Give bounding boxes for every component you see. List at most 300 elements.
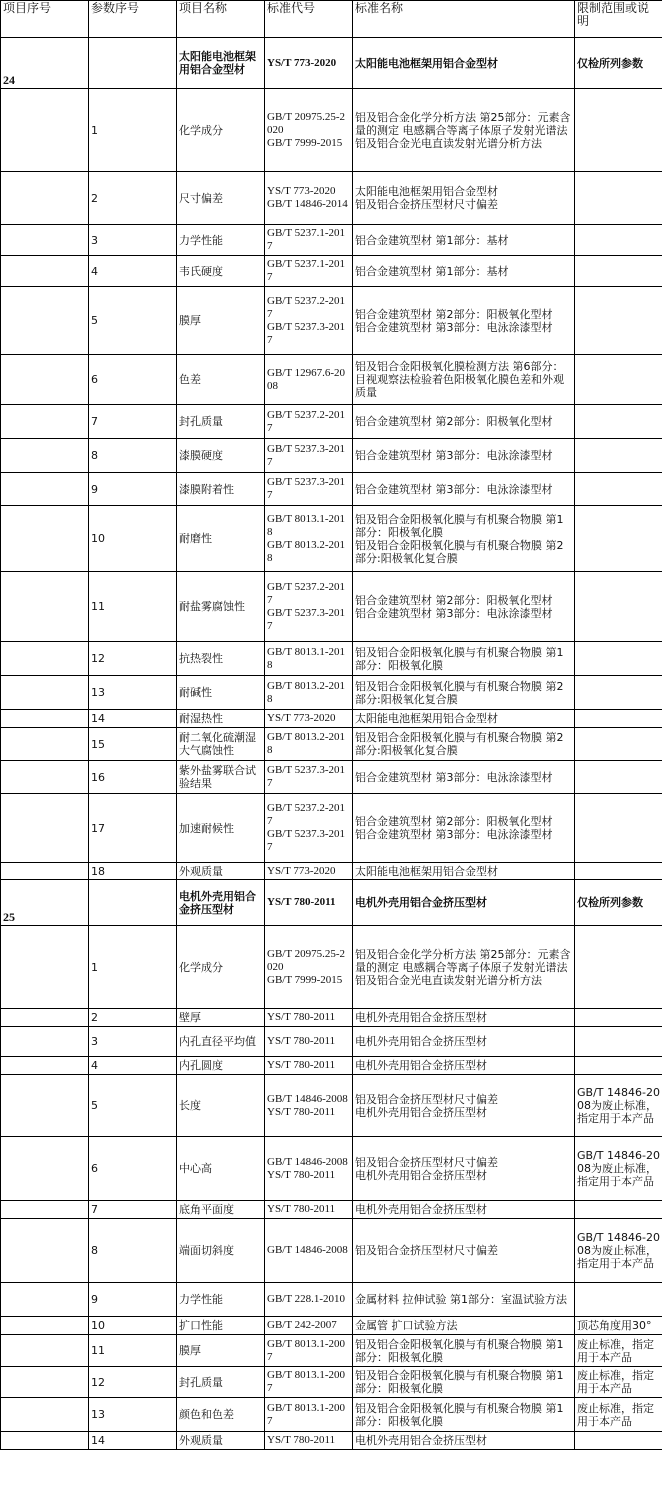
limit-cell: 顶芯角度用30° <box>575 1317 662 1335</box>
item-no-cell <box>1 572 89 642</box>
std-name: 太阳能电池框架用铝合金型材 <box>355 185 498 198</box>
std-code-cell <box>265 1027 353 1057</box>
param-no-cell: 4 <box>89 1057 177 1075</box>
std-name: 铝合金建筑型材 第3部分：电泳涂漆型材 <box>355 606 553 620</box>
std-code-cell <box>265 572 353 642</box>
std-name: 铝及铝合金光电直读发射光谱分析方法 <box>355 973 542 987</box>
table-row <box>1 172 662 225</box>
std-name-cell <box>353 225 575 256</box>
std-code: GB/T 5237.2-2017 <box>267 294 346 320</box>
std-name: 铝合金建筑型材 第2部分：阳极氧化型材 <box>355 815 553 828</box>
limit-cell <box>575 863 662 880</box>
std-name: 电机外壳用铝合金挤压型材 <box>355 1059 487 1072</box>
group-item-no: 25 <box>1 880 89 926</box>
std-code: GB/T 5237.3-2017 <box>267 828 346 853</box>
std-code-cell <box>265 473 353 506</box>
std-name-cell <box>353 506 575 572</box>
std-name: 电机外壳用铝合金挤压型材 <box>355 1203 487 1216</box>
std-name-cell <box>353 1367 575 1398</box>
item-no-cell <box>1 355 89 405</box>
param-name-cell: 耐湿热性 <box>177 710 265 728</box>
std-name-cell <box>353 439 575 473</box>
table-row <box>1 1219 662 1283</box>
std-name-cell <box>353 728 575 761</box>
param-name-cell: 封孔质量 <box>177 405 265 439</box>
std-code: GB/T 5237.3-2017 <box>267 606 346 632</box>
limit-cell <box>575 89 662 172</box>
limit-cell <box>575 1432 662 1450</box>
std-code: GB/T 14846-2008 <box>267 1244 348 1256</box>
table-row <box>1 1009 662 1027</box>
table-row <box>1 1398 662 1432</box>
table-row <box>1 506 662 572</box>
std-code-cell <box>265 405 353 439</box>
param-no-cell: 2 <box>89 1009 177 1027</box>
limit-cell <box>575 1201 662 1219</box>
std-code-cell <box>265 863 353 880</box>
std-code-cell <box>265 256 353 287</box>
limit-cell <box>575 439 662 473</box>
param-no-cell: 14 <box>89 1432 177 1450</box>
param-no-cell: 12 <box>89 642 177 676</box>
param-no-cell: 9 <box>89 1283 177 1317</box>
group-std-name: 太阳能电池框架用铝合金型材 <box>353 38 575 89</box>
param-name-cell: 漆膜硬度 <box>177 439 265 473</box>
table-row <box>1 89 662 172</box>
param-no-cell: 10 <box>89 1317 177 1335</box>
item-no-cell <box>1 642 89 676</box>
param-no-cell: 12 <box>89 1367 177 1398</box>
std-code-cell <box>265 1137 353 1201</box>
std-code-cell <box>265 1432 353 1450</box>
std-code: GB/T 5237.2-2017 <box>267 408 346 434</box>
std-name: 铝及铝合金阳极氧化膜与有机聚合物膜 第2部分:阳极氧化复合膜 <box>355 538 564 565</box>
param-no-cell: 14 <box>89 710 177 728</box>
group-std-code: YS/T 780-2011 <box>265 880 353 926</box>
std-name: 铝合金建筑型材 第1部分：基材 <box>355 233 509 247</box>
std-code-cell <box>265 355 353 405</box>
std-name-cell <box>353 1432 575 1450</box>
std-name: 铝及铝合金光电直读发射光谱分析方法 <box>355 136 542 150</box>
param-name-cell: 封孔质量 <box>177 1367 265 1398</box>
group-header-row <box>1 38 662 89</box>
std-name: 铝及铝合金阳极氧化膜与有机聚合物膜 第1部分：阳极氧化膜 <box>355 1337 564 1364</box>
limit-cell <box>575 926 662 1009</box>
param-no-cell: 4 <box>89 256 177 287</box>
std-name-cell <box>353 1137 575 1201</box>
std-code-cell <box>265 1367 353 1398</box>
std-code: GB/T 14846-2008 <box>267 1092 348 1105</box>
std-code-cell <box>265 1398 353 1432</box>
std-code: GB/T 5237.2-2017 <box>267 580 346 606</box>
group-item-no: 24 <box>1 38 89 89</box>
std-code: YS/T 773-2020 <box>267 712 336 724</box>
std-code-cell <box>265 1009 353 1027</box>
std-name: 电机外壳用铝合金挤压型材 <box>355 1168 487 1182</box>
item-no-cell <box>1 1009 89 1027</box>
param-name-cell: 膜厚 <box>177 1335 265 1367</box>
limit-cell: 废止标准，指定用于本产品 <box>575 1335 662 1367</box>
std-name: 电机外壳用铝合金挤压型材 <box>355 1011 487 1024</box>
std-name-cell <box>353 1009 575 1027</box>
std-name-cell <box>353 642 575 676</box>
std-name: 铝合金建筑型材 第3部分：电泳涂漆型材 <box>355 770 553 784</box>
std-code-cell <box>265 1057 353 1075</box>
std-name: 铝及铝合金阳极氧化膜与有机聚合物膜 第1部分：阳极氧化膜 <box>355 1401 564 1428</box>
std-name-cell <box>353 1201 575 1219</box>
table-row <box>1 863 662 880</box>
header-item-no: 项目序号 <box>1 1 89 38</box>
table-row <box>1 473 662 506</box>
table-row <box>1 1201 662 1219</box>
std-name-cell <box>353 1398 575 1432</box>
std-code-cell <box>265 926 353 1009</box>
group-limit: 仅检所列参数 <box>575 38 662 89</box>
std-code: GB/T 14846-2014 <box>267 198 348 210</box>
item-no-cell <box>1 172 89 225</box>
std-code: GB/T 7999-2015 <box>267 136 343 149</box>
limit-cell <box>575 506 662 572</box>
std-name-cell <box>353 1219 575 1283</box>
std-name: 铝合金建筑型材 第3部分：电泳涂漆型材 <box>355 482 553 496</box>
std-code: YS/T 780-2011 <box>267 1168 336 1181</box>
std-name-cell <box>353 761 575 794</box>
param-name-cell: 耐二氧化硫潮湿大气腐蚀性 <box>177 728 265 761</box>
limit-cell <box>575 572 662 642</box>
limit-cell <box>575 1009 662 1027</box>
limit-cell <box>575 355 662 405</box>
table-row <box>1 926 662 1009</box>
param-name-cell: 颜色和色差 <box>177 1398 265 1432</box>
item-no-cell <box>1 225 89 256</box>
std-name-cell <box>353 1335 575 1367</box>
param-no-cell: 11 <box>89 1335 177 1367</box>
param-no-cell: 3 <box>89 225 177 256</box>
limit-cell <box>575 710 662 728</box>
limit-cell <box>575 405 662 439</box>
param-no-cell: 13 <box>89 1398 177 1432</box>
table-row <box>1 761 662 794</box>
std-code: GB/T 242-2007 <box>267 1319 337 1331</box>
item-no-cell <box>1 1317 89 1335</box>
item-no-cell <box>1 1283 89 1317</box>
std-name-cell <box>353 256 575 287</box>
param-name-cell: 长度 <box>177 1075 265 1137</box>
item-no-cell <box>1 676 89 710</box>
param-no-cell: 1 <box>89 89 177 172</box>
item-no-cell <box>1 926 89 1009</box>
std-code: YS/T 780-2011 <box>267 1035 336 1047</box>
param-no-cell: 10 <box>89 506 177 572</box>
std-name: 电机外壳用铝合金挤压型材 <box>355 1434 487 1447</box>
param-name-cell: 壁厚 <box>177 1009 265 1027</box>
limit-cell: 废止标准，指定用于本产品 <box>575 1367 662 1398</box>
group-product-name: 电机外壳用铝合金挤压型材 <box>177 880 265 926</box>
table-row <box>1 225 662 256</box>
limit-cell: GB/T 14846-2008为废止标准，指定用于本产品 <box>575 1219 662 1283</box>
item-no-cell <box>1 1432 89 1450</box>
header-limit: 限制范围或说明 <box>575 1 662 38</box>
std-name: 铝及铝合金化学分析方法 第25部分：元素含量的测定 电感耦合等离子体原子发射光谱法 <box>355 947 571 974</box>
std-name: 铝合金建筑型材 第3部分：电泳涂漆型材 <box>355 828 553 841</box>
limit-cell <box>575 676 662 710</box>
std-code: YS/T 780-2011 <box>267 1203 336 1215</box>
std-name-cell <box>353 794 575 863</box>
item-no-cell <box>1 439 89 473</box>
std-name: 电机外壳用铝合金挤压型材 <box>355 1105 487 1119</box>
param-name-cell: 力学性能 <box>177 1283 265 1317</box>
std-name-cell <box>353 863 575 880</box>
table-row <box>1 1317 662 1335</box>
group-product-name: 太阳能电池框架用铝合金型材 <box>177 38 265 89</box>
param-no-cell: 1 <box>89 926 177 1009</box>
header-item-name: 项目名称 <box>177 1 265 38</box>
param-no-cell: 11 <box>89 572 177 642</box>
std-name-cell <box>353 926 575 1009</box>
table-row <box>1 439 662 473</box>
std-code: GB/T 5237.3-2017 <box>267 442 346 468</box>
param-name-cell: 端面切斜度 <box>177 1219 265 1283</box>
item-no-cell <box>1 473 89 506</box>
table-row <box>1 710 662 728</box>
std-code: YS/T 780-2011 <box>267 1059 336 1071</box>
std-code-cell <box>265 506 353 572</box>
std-name-cell <box>353 172 575 225</box>
std-name: 铝合金建筑型材 第2部分：阳极氧化型材 <box>355 415 553 428</box>
group-header-row <box>1 880 662 926</box>
std-code-cell <box>265 761 353 794</box>
limit-cell: 废止标准，指定用于本产品 <box>575 1398 662 1432</box>
std-code-cell <box>265 1075 353 1137</box>
param-name-cell: 尺寸偏差 <box>177 172 265 225</box>
table-row <box>1 1367 662 1398</box>
param-name-cell: 耐磨性 <box>177 506 265 572</box>
std-name: 铝及铝合金挤压型材尺寸偏差 <box>355 198 498 211</box>
item-no-cell <box>1 1367 89 1398</box>
limit-cell: GB/T 14846-2008为废止标准，指定用于本产品 <box>575 1075 662 1137</box>
std-code: GB/T 8013.2-2018 <box>267 538 346 564</box>
std-code: GB/T 8013.2-2018 <box>267 679 346 705</box>
std-code: GB/T 20975.25-2020 <box>267 947 346 973</box>
group-param-no-empty <box>89 38 177 89</box>
std-name-cell <box>353 1317 575 1335</box>
std-code-cell <box>265 676 353 710</box>
item-no-cell <box>1 1335 89 1367</box>
param-name-cell: 外观质量 <box>177 863 265 880</box>
table-row <box>1 1283 662 1317</box>
std-name: 铝及铝合金阳极氧化膜与有机聚合物膜 第1部分：阳极氧化膜 <box>355 512 564 539</box>
param-name-cell: 外观质量 <box>177 1432 265 1450</box>
std-code-cell <box>265 1335 353 1367</box>
std-name: 铝合金建筑型材 第1部分：基材 <box>355 264 509 278</box>
param-name-cell: 抗热裂性 <box>177 642 265 676</box>
std-code-cell <box>265 1283 353 1317</box>
param-name-cell: 化学成分 <box>177 926 265 1009</box>
table-row <box>1 572 662 642</box>
std-name: 铝合金建筑型材 第2部分：阳极氧化型材 <box>355 593 553 607</box>
std-name-cell <box>353 89 575 172</box>
std-code: YS/T 780-2011 <box>267 1434 336 1446</box>
table-row <box>1 355 662 405</box>
std-name: 金属管 扩口试验方法 <box>355 1319 458 1332</box>
std-name-cell <box>353 1075 575 1137</box>
std-name-cell <box>353 287 575 355</box>
param-no-cell: 13 <box>89 676 177 710</box>
param-name-cell: 耐碱性 <box>177 676 265 710</box>
item-no-cell <box>1 761 89 794</box>
std-code-cell <box>265 439 353 473</box>
std-code: YS/T 780-2011 <box>267 1011 336 1023</box>
header-std-name: 标准名称 <box>353 1 575 38</box>
std-name: 电机外壳用铝合金挤压型材 <box>355 1035 487 1048</box>
std-code: GB/T 5237.3-2017 <box>267 764 346 789</box>
limit-cell <box>575 287 662 355</box>
item-no-cell <box>1 89 89 172</box>
std-code: GB/T 5237.1-2017 <box>267 258 346 283</box>
limit-cell <box>575 473 662 506</box>
group-std-code: YS/T 773-2020 <box>265 38 353 89</box>
param-name-cell: 韦氏硬度 <box>177 256 265 287</box>
std-code: GB/T 5237.3-2017 <box>267 476 346 501</box>
item-no-cell <box>1 287 89 355</box>
limit-cell <box>575 225 662 256</box>
std-name: 铝合金建筑型材 第2部分：阳极氧化型材 <box>355 307 553 321</box>
param-no-cell: 7 <box>89 405 177 439</box>
param-no-cell: 7 <box>89 1201 177 1219</box>
param-no-cell: 18 <box>89 863 177 880</box>
param-no-cell: 8 <box>89 1219 177 1283</box>
std-code-cell <box>265 1219 353 1283</box>
param-name-cell: 内孔圆度 <box>177 1057 265 1075</box>
std-code: GB/T 8013.1-2007 <box>267 1401 346 1427</box>
std-code: GB/T 8013.1-2007 <box>267 1369 346 1394</box>
group-param-no-empty <box>89 880 177 926</box>
std-name: 铝及铝合金化学分析方法 第25部分：元素含量的测定 电感耦合等离子体原子发射光谱法 <box>355 110 571 137</box>
param-no-cell: 8 <box>89 439 177 473</box>
param-name-cell: 底角平面度 <box>177 1201 265 1219</box>
table-body <box>1 38 662 1450</box>
std-code: GB/T 7999-2015 <box>267 973 343 986</box>
param-name-cell: 漆膜附着性 <box>177 473 265 506</box>
param-no-cell: 6 <box>89 1137 177 1201</box>
item-no-cell <box>1 1398 89 1432</box>
item-no-cell <box>1 1219 89 1283</box>
table-row <box>1 642 662 676</box>
limit-cell <box>575 256 662 287</box>
item-no-cell <box>1 710 89 728</box>
std-code-cell <box>265 225 353 256</box>
param-no-cell: 16 <box>89 761 177 794</box>
limit-cell <box>575 1283 662 1317</box>
param-name-cell: 色差 <box>177 355 265 405</box>
group-std-name: 电机外壳用铝合金挤压型材 <box>353 880 575 926</box>
param-no-cell: 2 <box>89 172 177 225</box>
std-code: GB/T 5237.1-2017 <box>267 227 346 252</box>
std-name-cell <box>353 710 575 728</box>
table-row <box>1 1027 662 1057</box>
item-no-cell <box>1 506 89 572</box>
std-name-cell <box>353 1283 575 1317</box>
std-name: 铝及铝合金挤压型材尺寸偏差 <box>355 1155 498 1169</box>
limit-cell <box>575 728 662 761</box>
table-row <box>1 287 662 355</box>
header-row <box>1 1 662 38</box>
table-row <box>1 1137 662 1201</box>
table-row <box>1 405 662 439</box>
std-code-cell <box>265 89 353 172</box>
item-no-cell <box>1 1075 89 1137</box>
std-code: GB/T 8013.1-2018 <box>267 512 346 538</box>
item-no-cell <box>1 863 89 880</box>
std-name-cell <box>353 1027 575 1057</box>
header-param-no: 参数序号 <box>89 1 177 38</box>
std-name-cell <box>353 355 575 405</box>
std-code-cell <box>265 642 353 676</box>
table-row <box>1 256 662 287</box>
std-code: GB/T 8013.1-2007 <box>267 1337 346 1363</box>
std-code-cell <box>265 794 353 863</box>
std-code-cell <box>265 728 353 761</box>
param-no-cell: 5 <box>89 287 177 355</box>
header-std-code: 标准代号 <box>265 1 353 38</box>
std-name: 铝及铝合金挤压型材尺寸偏差 <box>355 1244 498 1257</box>
std-name: 太阳能电池框架用铝合金型材 <box>355 712 498 725</box>
std-name: 太阳能电池框架用铝合金型材 <box>355 864 498 878</box>
table-row <box>1 1057 662 1075</box>
std-name: 铝及铝合金阳极氧化膜与有机聚合物膜 第1部分：阳极氧化膜 <box>355 645 564 672</box>
std-code: YS/T 773-2020 <box>267 864 336 877</box>
std-name: 铝及铝合金阳极氧化膜与有机聚合物膜 第2部分:阳极氧化复合膜 <box>355 731 564 757</box>
table-row <box>1 1075 662 1137</box>
item-no-cell <box>1 256 89 287</box>
param-no-cell: 15 <box>89 728 177 761</box>
limit-cell <box>575 1027 662 1057</box>
limit-cell <box>575 172 662 225</box>
param-name-cell: 内孔直径平均值 <box>177 1027 265 1057</box>
item-no-cell <box>1 1137 89 1201</box>
std-code-cell <box>265 287 353 355</box>
std-code: GB/T 5237.3-2017 <box>267 320 346 346</box>
std-code: YS/T 780-2011 <box>267 1105 336 1118</box>
param-name-cell: 膜厚 <box>177 287 265 355</box>
std-name: 金属材料 拉伸试验 第1部分：室温试验方法 <box>355 1293 567 1306</box>
param-name-cell: 扩口性能 <box>177 1317 265 1335</box>
table-row <box>1 1432 662 1450</box>
std-name-cell <box>353 1057 575 1075</box>
std-code: GB/T 14846-2008 <box>267 1155 348 1168</box>
std-code-cell <box>265 1317 353 1335</box>
limit-cell <box>575 642 662 676</box>
group-limit: 仅检所列参数 <box>575 880 662 926</box>
std-name-cell <box>353 572 575 642</box>
std-code-cell <box>265 1201 353 1219</box>
param-no-cell: 9 <box>89 473 177 506</box>
table-row <box>1 728 662 761</box>
limit-cell <box>575 761 662 794</box>
item-no-cell <box>1 728 89 761</box>
std-name: 铝及铝合金阳极氧化膜与有机聚合物膜 第1部分：阳极氧化膜 <box>355 1369 564 1395</box>
std-code: GB/T 228.1-2010 <box>267 1293 346 1305</box>
std-code: GB/T 12967.6-2008 <box>267 366 346 392</box>
std-code: GB/T 8013.1-2018 <box>267 645 346 671</box>
std-name: 铝及铝合金挤压型材尺寸偏差 <box>355 1092 498 1106</box>
item-no-cell <box>1 405 89 439</box>
std-code-cell <box>265 172 353 225</box>
std-name-cell <box>353 405 575 439</box>
param-name-cell: 中心高 <box>177 1137 265 1201</box>
std-name-cell <box>353 676 575 710</box>
std-name: 铝及铝合金阳极氧化膜检测方法 第6部分：目视观察法检验着色阳极氧化膜色差和外观质量 <box>355 360 564 399</box>
